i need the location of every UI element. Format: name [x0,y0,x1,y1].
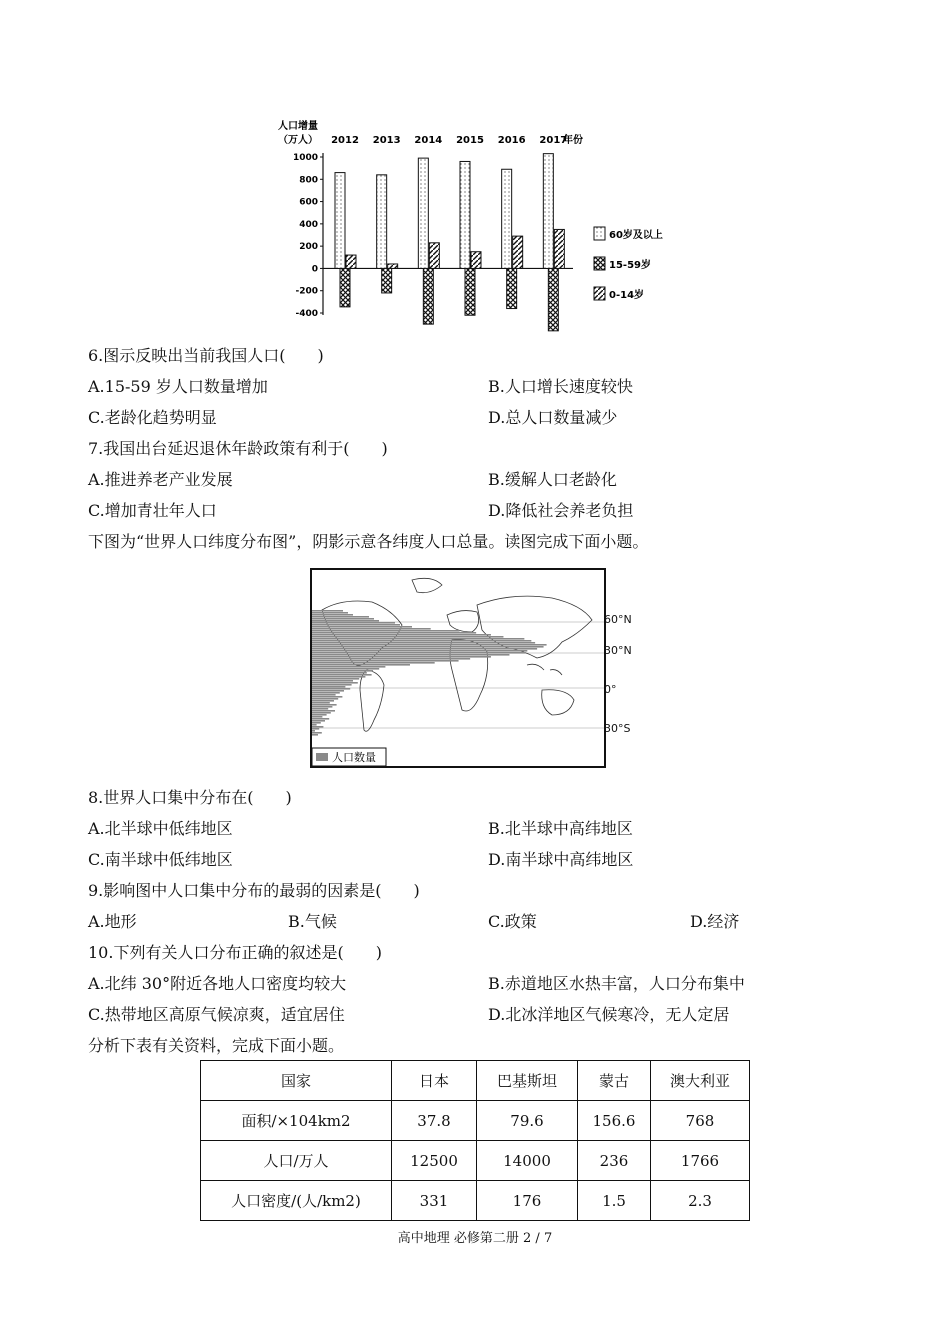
table-header-cell: 蒙古 [578,1061,651,1101]
q10-option-c[interactable]: C.热带地区高原气候凉爽，适宜居住 [88,1005,345,1024]
population-band [312,666,385,668]
table-cell: 12500 [392,1141,477,1181]
q8-option-c[interactable]: C.南半球中低纬地区 [88,850,233,869]
table-row [201,1101,750,1141]
x-tick-label: 2015 [456,135,484,146]
population-band [312,644,547,646]
table-cell: 176 [477,1181,578,1221]
q10-option-a[interactable]: A.北纬 30°附近各地人口密度均较大 [88,974,347,993]
world-population-latitude-map [310,568,606,768]
population-band [312,718,329,720]
bar-60plus [543,154,553,269]
q9-option-d[interactable]: D.经济 [690,912,740,931]
population-band [312,628,431,630]
y-tick-label: 800 [299,175,318,186]
bar-60plus [335,173,345,269]
bar-60plus [502,169,512,268]
population-band [312,616,369,618]
population-band [312,722,321,724]
table-cell: 面积/×104km2 [201,1101,392,1141]
q8-option-a[interactable]: A.北半球中低纬地区 [88,819,233,838]
q10-stem: 10.下列有关人口分布正确的叙述是( ) [88,943,382,962]
population-band [312,638,524,640]
population-band [312,646,544,648]
population-band [312,712,331,714]
population-band [312,692,340,694]
chart-ylabel-1: 人口增量 [278,121,318,132]
x-tick-label: 2014 [414,135,443,146]
population-band [312,678,359,680]
population-band [312,726,323,728]
q6-option-c[interactable]: C.老龄化趋势明显 [88,408,217,427]
population-increment-bar-chart [268,115,688,340]
table-intro: 分析下表有关资料，完成下面小题。 [88,1036,345,1055]
x-tick-label: 2016 [497,135,526,146]
y-tick-label: -400 [295,309,318,319]
population-band [312,654,509,656]
bar-0-14 [346,255,356,268]
population-band [312,714,327,716]
table-header-row [201,1061,750,1101]
q9-option-b[interactable]: B.气候 [288,912,337,931]
chart-ylabel-2: （万人） [278,135,318,146]
q7-option-b[interactable]: B.缓解人口老龄化 [488,470,617,489]
table-cell: 2.3 [651,1181,750,1221]
population-band [312,688,350,690]
population-band [312,704,337,706]
table-cell: 156.6 [578,1101,651,1141]
map-intro: 下图为“世界人口纬度分布图”，阴影示意各纬度人口总量。读图完成下面小题。 [88,532,649,551]
bar-0-14 [554,229,564,268]
q7-option-d[interactable]: D.降低社会养老负担 [488,501,634,520]
table-header-cell: 澳大利亚 [651,1061,750,1101]
q8-stem: 8.世界人口集中分布在( ) [88,788,292,807]
population-band [312,662,435,664]
table-cell: 人口/万人 [201,1141,392,1181]
population-band [312,696,342,698]
table-row [201,1141,750,1181]
population-band [312,626,412,628]
legend-label: 0-14岁 [609,290,645,301]
population-band [312,648,537,650]
population-band [312,734,318,736]
population-band [312,620,379,622]
lat-0: 0° [604,683,617,696]
table-cell: 14000 [477,1141,578,1181]
population-band [312,668,379,670]
q6-option-a[interactable]: A.15-59 岁人口数量增加 [88,377,268,396]
x-tick-label: 2017 [539,135,568,146]
population-band [312,730,315,732]
table-cell: 331 [392,1181,477,1221]
population-band [312,672,367,674]
population-band [312,664,410,666]
q9-option-c[interactable]: C.政策 [488,912,537,931]
table-cell: 79.6 [477,1101,578,1141]
q8-option-d[interactable]: D.南半球中高纬地区 [488,850,634,869]
table-header-cell: 巴基斯坦 [477,1061,578,1101]
q10-option-d[interactable]: D.北冰洋地区气候寒冷，无人定居 [488,1005,730,1024]
population-band [312,660,459,662]
population-band [312,716,322,718]
q7-option-a[interactable]: A.推进养老产业发展 [88,470,233,489]
table-header-cell: 国家 [201,1061,392,1101]
bar-0-14 [471,252,481,269]
population-band [312,632,476,634]
y-tick-label: -200 [295,286,318,297]
bar-60plus [460,161,470,268]
population-band [312,614,353,616]
table-cell: 人口密度/(人/km2) [201,1181,392,1221]
table-header-cell: 日本 [392,1061,477,1101]
population-band [312,694,336,696]
bar-15-59 [507,268,517,308]
population-band [312,658,470,660]
population-band [312,640,531,642]
legend-swatch [594,287,605,300]
lat-60n: 60°N [604,613,632,626]
x-tick-label: 2012 [331,135,359,146]
legend-swatch [594,257,605,270]
population-band [312,652,525,654]
y-tick-label: 200 [299,242,318,253]
table-cell: 1.5 [578,1181,651,1221]
population-band [312,622,395,624]
population-band [312,698,338,700]
page-footer: 高中地理 必修第二册 2 / 7 [397,1231,553,1246]
population-band [312,676,365,678]
bar-15-59 [340,268,350,306]
table-row [201,1181,750,1221]
q9-stem: 9.影响图中人口集中分布的最弱的因素是( ) [88,881,420,900]
population-band [312,690,344,692]
population-band [312,680,353,682]
population-band [312,634,491,636]
table-cell: 236 [578,1141,651,1181]
q6-option-b[interactable]: B.人口增长速度较快 [488,377,633,396]
legend-label: 15-59岁 [609,260,651,271]
population-band [312,650,527,652]
bar-15-59 [423,268,433,324]
bar-0-14 [429,243,439,269]
population-band [312,708,328,710]
population-band [312,618,374,620]
bar-0-14 [513,236,523,268]
country-data-table [200,1060,750,1221]
legend-label: 60岁及以上 [609,230,663,241]
population-band [312,674,372,676]
population-band [312,710,335,712]
population-band [312,724,317,726]
y-tick-label: 1000 [292,153,318,163]
q9-option-a[interactable]: A.地形 [88,912,137,931]
chart-xlabel: 年份 [563,135,583,146]
bar-15-59 [465,268,475,315]
population-band [312,720,325,722]
bar-15-59 [548,268,558,330]
lat-30n: 30°N [604,644,632,657]
q6-option-d[interactable]: D.总人口数量减少 [488,408,618,427]
table-cell: 37.8 [392,1101,477,1141]
y-tick-label: 0 [311,264,318,275]
map-legend-label: 人口数量 [332,751,376,764]
population-band [312,686,345,688]
population-band [312,670,373,672]
q6-stem: 6.图示反映出当前我国人口( ) [88,346,324,365]
y-tick-label: 400 [299,219,318,230]
legend-swatch [594,227,605,240]
population-band [312,642,535,644]
q10-option-b[interactable]: B.赤道地区水热丰富，人口分布集中 [488,974,745,993]
population-band [312,656,491,658]
population-band [312,624,400,626]
y-tick-label: 600 [299,197,318,208]
table-cell: 768 [651,1101,750,1141]
q8-option-b[interactable]: B.北半球中高纬地区 [488,819,633,838]
population-band [312,702,330,704]
population-band [312,728,319,730]
bar-60plus [377,175,387,269]
population-band [312,682,358,684]
population-band [312,630,460,632]
population-band [312,732,322,734]
population-band [312,610,343,612]
population-band [312,684,352,686]
population-band [312,700,334,702]
population-band [312,612,348,614]
bar-0-14 [388,264,398,268]
lat-30s: 30°S [604,722,631,735]
population-band [312,636,503,638]
q7-option-c[interactable]: C.增加青壮年人口 [88,501,217,520]
q7-stem: 7.我国出台延迟退休年龄政策有利于( ) [88,439,388,458]
bar-60plus [418,158,428,268]
population-band [312,706,332,708]
table-cell: 1766 [651,1141,750,1181]
x-tick-label: 2013 [372,135,401,146]
bar-15-59 [382,268,392,293]
